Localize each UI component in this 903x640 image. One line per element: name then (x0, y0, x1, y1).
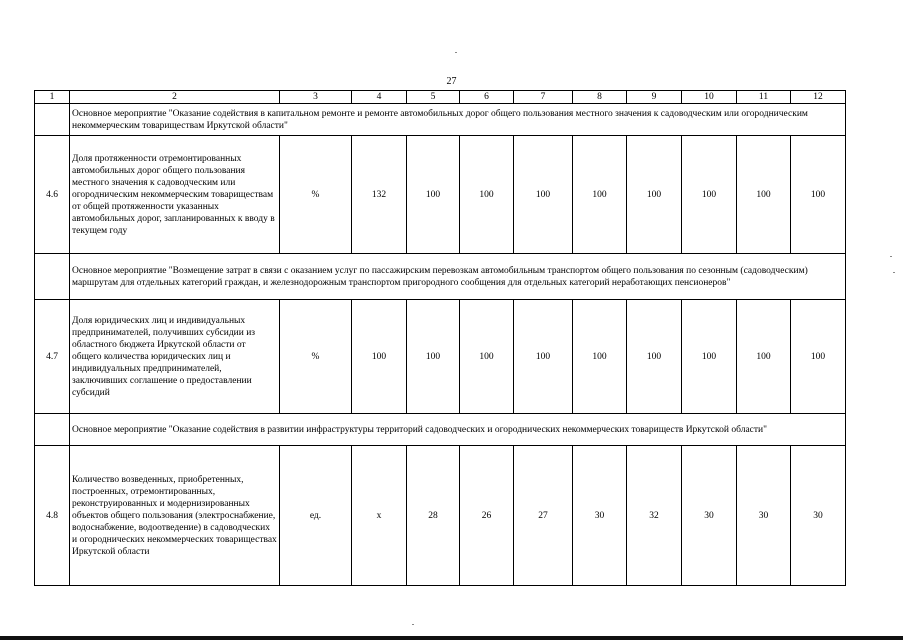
section-row (35, 104, 846, 136)
scan-edge (0, 636, 903, 640)
indicator-unit: ед. (280, 446, 352, 586)
section-row (35, 414, 846, 446)
indicator-value: 30 (682, 446, 737, 586)
indicator-value: 100 (514, 300, 573, 414)
indicator-name: Количество возведенных, приобретенных, построенных, отремонтированных, реконструированных и модернизированных объектов общего пользования (электроснабжение, водоснабжение, водоотведение) в садоводческих и огороднических некоммерческих товариществах Иркутской области (70, 446, 280, 586)
column-header: 5 (407, 91, 460, 104)
indicator-value: 100 (460, 136, 514, 254)
empty-cell (35, 254, 70, 300)
indicator-number: 4.6 (35, 136, 70, 254)
indicator-number: 4.8 (35, 446, 70, 586)
indicator-value: 100 (407, 300, 460, 414)
indicator-value: 30 (791, 446, 846, 586)
indicator-row (35, 136, 846, 254)
indicator-value: 100 (352, 300, 407, 414)
header-row (35, 91, 846, 104)
section-title: Основное мероприятие "Оказание содействия в развитии инфраструктуры территорий садоводческих и огороднических некоммерческих товариществ Иркутской области" (70, 414, 846, 446)
indicator-value: 100 (573, 136, 627, 254)
indicator-value: 100 (737, 300, 791, 414)
indicator-name: Доля юридических лиц и индивидуальных предпринимателей, получивших субсидии из областного бюджета Иркутской области от общего количества юридических лиц и индивидуальных предпринимателей, заключивших соглашение о предоставлении субсидий (70, 300, 280, 414)
indicator-value: 100 (627, 136, 682, 254)
indicators-table (34, 90, 846, 586)
indicator-value: 27 (514, 446, 573, 586)
indicator-value: 30 (573, 446, 627, 586)
column-header: 12 (791, 91, 846, 104)
section-title: Основное мероприятие "Возмещение затрат в связи с оказанием услуг по пассажирским перевозкам автомобильным транспортом общего пользования по сезонным (садоводческим) маршрутам для отдельных категорий граждан, и железнодорожным транспортом пригородного сообщения для отдельных категорий неработающих пенсионеров" (70, 254, 846, 300)
indicator-value: 100 (514, 136, 573, 254)
column-header: 10 (682, 91, 737, 104)
column-header: 7 (514, 91, 573, 104)
indicator-value: 100 (791, 300, 846, 414)
column-header: 8 (573, 91, 627, 104)
section-row (35, 254, 846, 300)
indicator-row (35, 300, 846, 414)
indicator-value: 100 (682, 300, 737, 414)
indicator-value: 30 (737, 446, 791, 586)
indicator-name: Доля протяженности отремонтированных автомобильных дорог общего пользования местного значения к садоводческим или огородническим некоммерческим товариществам от общей протяженности указанных автомобильных дорог, запланированных к вводу в текущем году (70, 136, 280, 254)
page-number: 27 (446, 76, 457, 87)
column-header: 2 (70, 91, 280, 104)
indicator-value: 132 (352, 136, 407, 254)
indicator-value: 100 (407, 136, 460, 254)
indicator-value: 100 (627, 300, 682, 414)
indicator-number: 4.7 (35, 300, 70, 414)
column-header: 4 (352, 91, 407, 104)
indicator-unit: % (280, 136, 352, 254)
scan-speck (455, 52, 457, 53)
column-header: 3 (280, 91, 352, 104)
indicator-value: x (352, 446, 407, 586)
column-header: 1 (35, 91, 70, 104)
indicator-unit: % (280, 300, 352, 414)
indicator-value: 26 (460, 446, 514, 586)
indicator-value: 100 (573, 300, 627, 414)
indicator-value: 100 (460, 300, 514, 414)
column-header: 6 (460, 91, 514, 104)
empty-cell (35, 104, 70, 136)
indicator-value: 100 (682, 136, 737, 254)
indicator-value: 32 (627, 446, 682, 586)
indicator-value: 100 (737, 136, 791, 254)
scan-speck (412, 624, 414, 625)
indicator-value: 28 (407, 446, 460, 586)
column-header: 9 (627, 91, 682, 104)
column-header: 11 (737, 91, 791, 104)
indicator-row (35, 446, 846, 586)
indicator-value: 100 (791, 136, 846, 254)
scan-speck (890, 256, 892, 257)
section-title: Основное мероприятие "Оказание содействия в капитальном ремонте и ремонте автомобильных дорог общего пользования местного значения к садоводческим или огородническим некоммерческим товариществам Иркутской области" (70, 104, 846, 136)
empty-cell (35, 414, 70, 446)
scan-speck (893, 272, 895, 273)
